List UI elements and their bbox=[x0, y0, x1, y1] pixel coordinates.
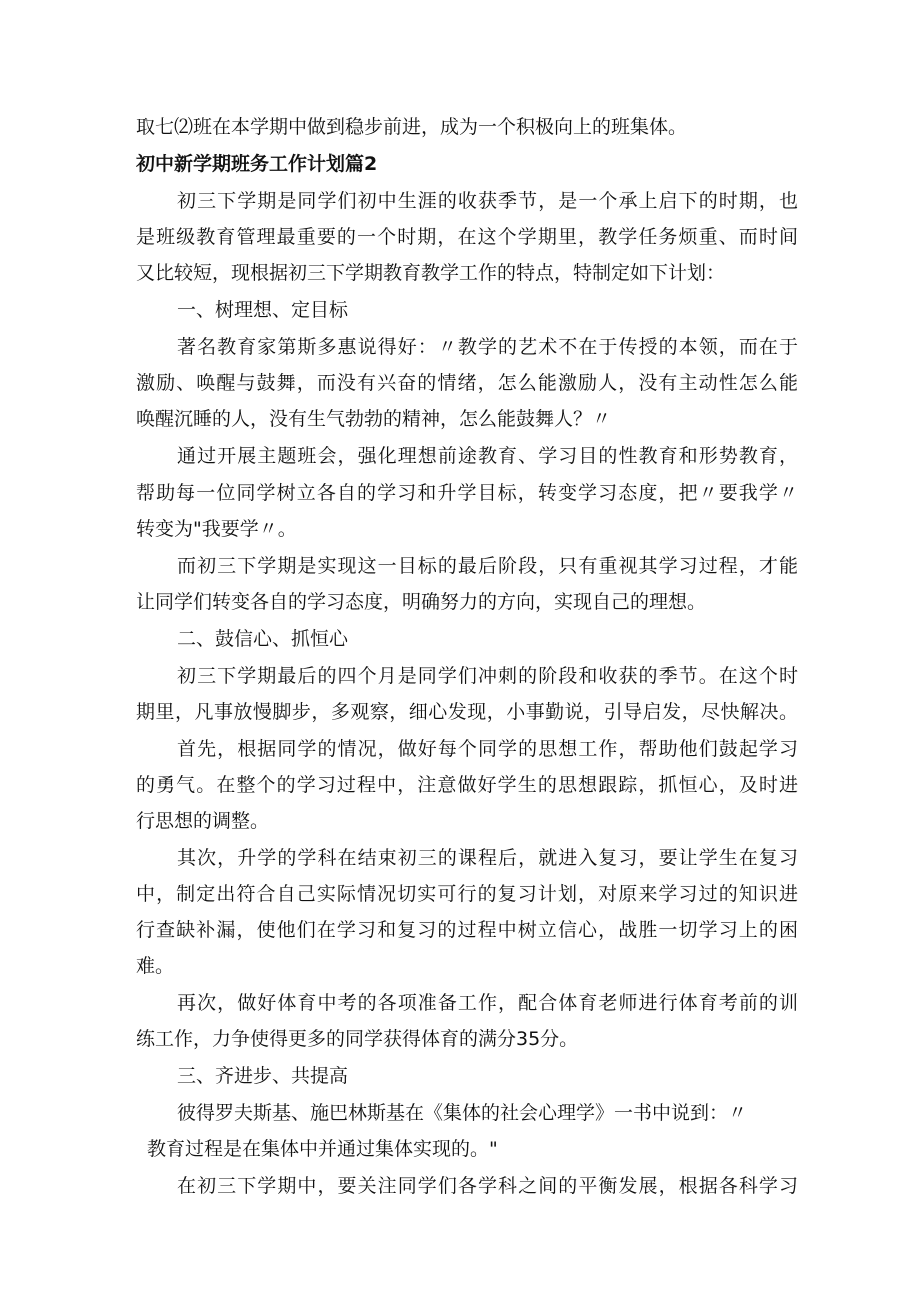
paragraph-line: 让同学们转变各自的学习态度，明确努力的方向，实现自己的理想。 bbox=[136, 591, 707, 613]
subsection-title-3: 三、齐进步、共提高 bbox=[177, 1065, 349, 1087]
paragraph-line: 转变为"我要学〃。 bbox=[136, 518, 297, 540]
paragraph-line: 其次，升学的学科在结束初三的课程后，就进入复习，要让学生在复习 bbox=[177, 847, 798, 869]
section-heading: 初中新学期班务工作计划篇2 bbox=[136, 153, 378, 175]
subsection-title-1: 一、树理想、定目标 bbox=[177, 299, 349, 321]
paragraph-line: 行思想的调整。 bbox=[136, 810, 270, 832]
paragraph-intro-tail: 取七⑵班在本学期中做到稳步前进，成为一个积极向上的班集体。 bbox=[136, 116, 688, 138]
paragraph-line: 中，制定出符合自己实际情况切实可行的复习计划，对原来学习过的知识进 bbox=[136, 883, 798, 905]
paragraph-line: 的勇气。在整个的学习过程中，注意做好学生的思想跟踪，抓恒心，及时进 bbox=[136, 774, 798, 796]
paragraph-line: 期里，凡事放慢脚步，多观察，细心发现，小事勤说，引导启发，尽快解决。 bbox=[136, 701, 798, 723]
paragraph-line: 又比较短，现根据初三下学期教育教学工作的特点，特制定如下计划： bbox=[136, 262, 726, 284]
paragraph-line: 而初三下学期是实现这一目标的最后阶段，只有重视其学习过程，才能 bbox=[177, 555, 798, 577]
paragraph-line: 练工作，力争使得更多的同学获得体育的满分35分。 bbox=[136, 1028, 579, 1050]
paragraph-line: 难。 bbox=[136, 955, 175, 977]
paragraph-line: 通过开展主题班会，强化理想前途教育、学习目的性教育和形势教育， bbox=[177, 445, 798, 467]
paragraph-line: 教育过程是在集体中并通过集体实现的。" bbox=[147, 1138, 498, 1160]
paragraph-line: 行查缺补漏，使他们在学习和复习的过程中树立信心，战胜一切学习上的困 bbox=[136, 919, 798, 941]
paragraph-line: 唤醒沉睡的人，没有生气勃勃的精神，怎么能鼓舞人？〃 bbox=[136, 408, 612, 430]
paragraph-line: 帮助每一位同学树立各自的学习和升学目标，转变学习态度，把〃要我学〃 bbox=[136, 482, 798, 504]
paragraph-line: 初三下学期是同学们初中生涯的收获季节，是一个承上启下的时期，也 bbox=[177, 190, 798, 212]
paragraph-line: 激励、唤醒与鼓舞，而没有兴奋的情绪，怎么能激励人，没有主动性怎么能 bbox=[136, 372, 798, 394]
paragraph-line: 是班级教育管理最重要的一个时期，在这个学期里，教学任务烦重、而时间 bbox=[136, 226, 798, 248]
paragraph-line: 著名教育家第斯多惠说得好：〃教学的艺术不在于传授的本领，而在于 bbox=[177, 336, 798, 358]
subsection-title-2: 二、鼓信心、抓恒心 bbox=[177, 628, 349, 650]
paragraph-line: 初三下学期最后的四个月是同学们冲刺的阶段和收获的季节。在这个时 bbox=[177, 665, 798, 687]
paragraph-line: 在初三下学期中，要关注同学们各学科之间的平衡发展，根据各科学习 bbox=[177, 1175, 798, 1197]
paragraph-line: 再次，做好体育中考的各项准备工作，配合体育老师进行体育考前的训 bbox=[177, 992, 798, 1014]
paragraph-line: 首先，根据同学的情况，做好每个同学的思想工作，帮助他们鼓起学习 bbox=[177, 738, 798, 760]
paragraph-line: 彼得罗夫斯基、施巴林斯基在《集体的社会心理学》一书中说到：〃 bbox=[177, 1102, 748, 1124]
